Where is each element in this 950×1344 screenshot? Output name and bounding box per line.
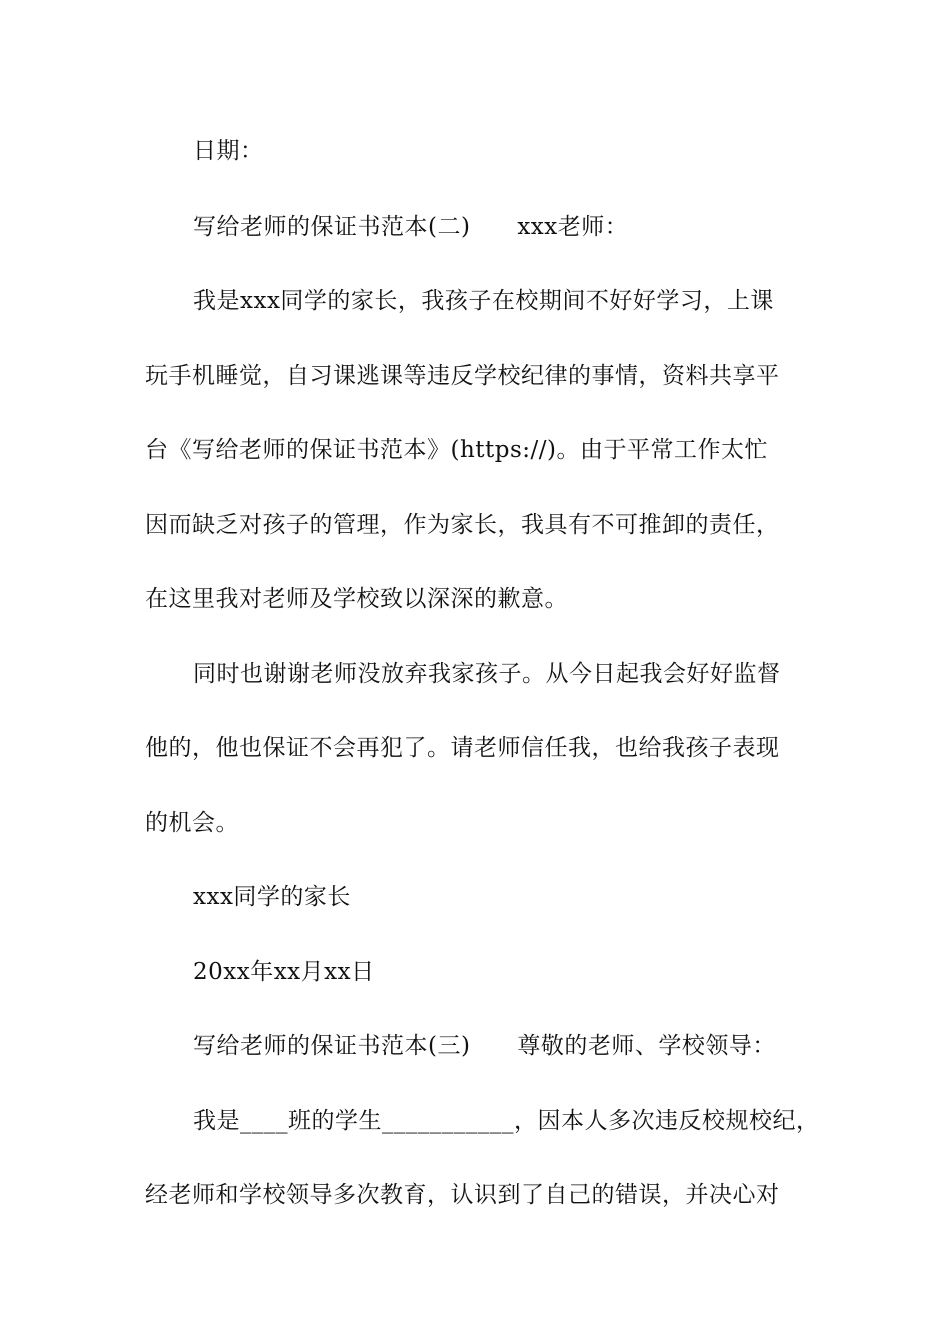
section-heading-3: 写给老师的保证书范本(三) 尊敬的老师、学校领导： (193, 1033, 776, 1059)
paragraph-line: 台《写给老师的保证书范本》(https://)。由于平常工作太忙 (145, 437, 769, 463)
date-line: 20xx年xx月xx日 (193, 959, 375, 985)
paragraph-line: 玩手机睡觉，自习课逃课等违反学校纪律的事情，资料共享平 (145, 363, 780, 389)
paragraph-line: 同时也谢谢老师没放弃我家孩子。从今日起我会好好监督 (193, 661, 781, 687)
signature-line: xxx同学的家长 (193, 884, 351, 910)
paragraph-line: 经老师和学校领导多次教育，认识到了自己的错误，并决心对 (145, 1182, 780, 1208)
date-label: 日期： (193, 138, 264, 164)
paragraph-line: 的机会。 (145, 810, 239, 836)
paragraph-line: 在这里我对老师及学校致以深深的歉意。 (145, 586, 568, 612)
section-heading-2: 写给老师的保证书范本(二) xxx老师： (193, 214, 629, 240)
paragraph-line: 我是____班的学生___________，因本人多次违反校规校纪， (193, 1108, 820, 1134)
paragraph-line: 因而缺乏对孩子的管理，作为家长，我具有不可推卸的责任， (145, 512, 780, 538)
paragraph-line: 他的，他也保证不会再犯了。请老师信任我，也给我孩子表现 (145, 735, 780, 761)
paragraph-line: 我是xxx同学的家长，我孩子在校期间不好好学习，上课 (193, 288, 774, 314)
